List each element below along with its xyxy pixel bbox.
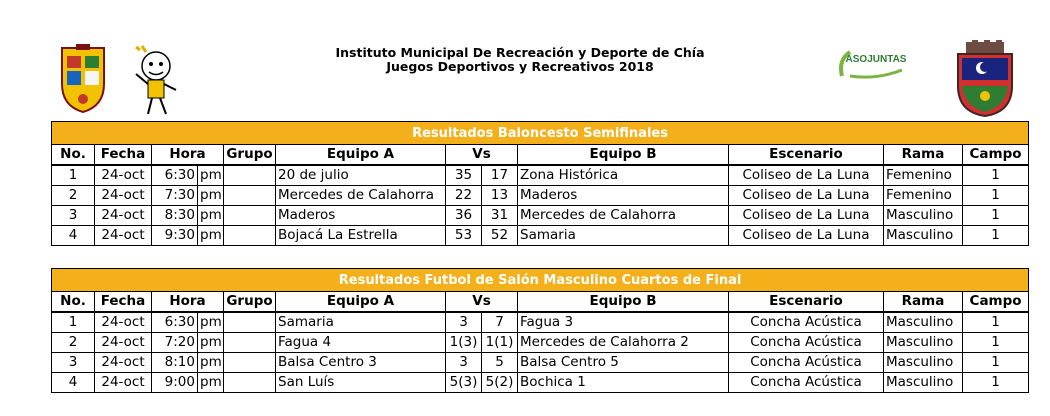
table-row — [52, 333, 1029, 353]
col-header-equipo-a: Equipo A — [276, 145, 446, 166]
time-cell: 6:30 — [152, 165, 198, 186]
col-header-escenario: Escenario — [729, 145, 884, 166]
row-number: 4 — [52, 373, 95, 393]
col-header-vs: Vs — [446, 292, 518, 313]
time-cell: 8:30 — [152, 206, 198, 226]
col-header-equipo-a: Equipo A — [276, 292, 446, 313]
row-number: 4 — [52, 226, 95, 246]
ampm-cell: pm — [198, 312, 224, 333]
table-row — [52, 186, 1029, 206]
time-cell: 6:30 — [152, 312, 198, 333]
field-cell: 1 — [963, 226, 1029, 246]
asojuntas-logo-text: ASOJUNTAS — [845, 54, 907, 65]
col-header-fecha: Fecha — [95, 292, 152, 313]
score-b-cell: 52 — [482, 226, 518, 246]
score-b-cell: 5(2) — [482, 373, 518, 393]
table-header-row — [52, 145, 1029, 166]
col-header-hora: Hora — [152, 292, 224, 313]
venue-cell: Concha Acústica — [729, 333, 884, 353]
field-cell: 1 — [963, 312, 1029, 333]
col-header-rama: Rama — [884, 292, 963, 313]
date-cell: 24-oct — [95, 333, 152, 353]
date-cell: 24-oct — [95, 226, 152, 246]
venue-cell: Coliseo de La Luna — [729, 165, 884, 186]
date-cell: 24-oct — [95, 353, 152, 373]
time-cell: 7:20 — [152, 333, 198, 353]
col-header-campo: Campo — [963, 145, 1029, 166]
group-cell — [224, 312, 276, 333]
team-a-cell: Balsa Centro 3 — [276, 353, 446, 373]
team-a-cell: Bojacá La Estrella — [276, 226, 446, 246]
team-b-cell: Zona Histórica — [518, 165, 729, 186]
team-a-cell: San Luís — [276, 373, 446, 393]
branch-cell: Masculino — [884, 353, 963, 373]
ampm-cell: pm — [198, 353, 224, 373]
team-a-cell: Mercedes de Calahorra — [276, 186, 446, 206]
row-number: 2 — [52, 333, 95, 353]
score-b-cell: 13 — [482, 186, 518, 206]
ampm-cell: pm — [198, 186, 224, 206]
group-cell — [224, 165, 276, 186]
date-cell: 24-oct — [95, 206, 152, 226]
score-b-cell: 5 — [482, 353, 518, 373]
ampm-cell: pm — [198, 206, 224, 226]
table-title: Resultados Baloncesto Semifinales — [52, 122, 1029, 145]
title-line-2: Juegos Deportivos y Recreativos 2018 — [386, 59, 654, 74]
field-cell: 1 — [963, 333, 1029, 353]
branch-cell: Femenino — [884, 165, 963, 186]
title-line-1: Instituto Municipal De Recreación y Deporte de Chía — [335, 45, 705, 60]
score-a-cell: 3 — [446, 353, 482, 373]
team-b-cell: Samaria — [518, 226, 729, 246]
venue-cell: Coliseo de La Luna — [729, 186, 884, 206]
col-header-grupo: Grupo — [224, 145, 276, 166]
row-number: 3 — [52, 353, 95, 373]
branch-cell: Femenino — [884, 186, 963, 206]
col-header-hora: Hora — [152, 145, 224, 166]
field-cell: 1 — [963, 165, 1029, 186]
futsal-results-table — [51, 268, 1029, 393]
col-header-equipo-b: Equipo B — [518, 292, 729, 313]
page-header — [0, 0, 1050, 120]
time-cell: 9:00 — [152, 373, 198, 393]
venue-cell: Concha Acústica — [729, 353, 884, 373]
ampm-cell: pm — [198, 226, 224, 246]
venue-cell: Coliseo de La Luna — [729, 206, 884, 226]
branch-cell: Masculino — [884, 206, 963, 226]
col-header-equipo-b: Equipo B — [518, 145, 729, 166]
group-cell — [224, 353, 276, 373]
time-cell: 9:30 — [152, 226, 198, 246]
branch-cell: Masculino — [884, 312, 963, 333]
col-header-no: No. — [52, 292, 95, 313]
date-cell: 24-oct — [95, 165, 152, 186]
field-cell: 1 — [963, 206, 1029, 226]
ampm-cell: pm — [198, 165, 224, 186]
branch-cell: Masculino — [884, 333, 963, 353]
time-cell: 8:10 — [152, 353, 198, 373]
page-title — [300, 46, 740, 74]
table-row — [52, 312, 1029, 333]
field-cell: 1 — [963, 353, 1029, 373]
date-cell: 24-oct — [95, 373, 152, 393]
group-cell — [224, 186, 276, 206]
table-row — [52, 226, 1029, 246]
group-cell — [224, 206, 276, 226]
score-a-cell: 22 — [446, 186, 482, 206]
team-b-cell: Balsa Centro 5 — [518, 353, 729, 373]
chia-crest-logo — [58, 44, 108, 114]
field-cell: 1 — [963, 186, 1029, 206]
venue-cell: Coliseo de La Luna — [729, 226, 884, 246]
row-number: 2 — [52, 186, 95, 206]
score-a-cell: 53 — [446, 226, 482, 246]
table-row — [52, 165, 1029, 186]
team-a-cell: Fagua 4 — [276, 333, 446, 353]
team-b-cell: Fagua 3 — [518, 312, 729, 333]
score-a-cell: 5(3) — [446, 373, 482, 393]
ampm-cell: pm — [198, 333, 224, 353]
row-number: 3 — [52, 206, 95, 226]
coat-of-arms-logo — [952, 40, 1018, 118]
date-cell: 24-oct — [95, 186, 152, 206]
team-b-cell: Mercedes de Calahorra — [518, 206, 729, 226]
score-a-cell: 1(3) — [446, 333, 482, 353]
col-header-campo: Campo — [963, 292, 1029, 313]
mascot-logo — [128, 44, 184, 118]
venue-cell: Concha Acústica — [729, 312, 884, 333]
ampm-cell: pm — [198, 373, 224, 393]
time-cell: 7:30 — [152, 186, 198, 206]
score-b-cell: 1(1) — [482, 333, 518, 353]
score-a-cell: 36 — [446, 206, 482, 226]
team-b-cell: Maderos — [518, 186, 729, 206]
col-header-grupo: Grupo — [224, 292, 276, 313]
asojuntas-logo — [836, 46, 908, 80]
table-row — [52, 206, 1029, 226]
row-number: 1 — [52, 312, 95, 333]
score-b-cell: 31 — [482, 206, 518, 226]
branch-cell: Masculino — [884, 226, 963, 246]
table-title: Resultados Futbol de Salón Masculino Cuartos de Final — [52, 269, 1029, 292]
group-cell — [224, 373, 276, 393]
score-a-cell: 3 — [446, 312, 482, 333]
basketball-results-table — [51, 121, 1029, 246]
venue-cell: Concha Acústica — [729, 373, 884, 393]
row-number: 1 — [52, 165, 95, 186]
team-b-cell: Bochica 1 — [518, 373, 729, 393]
group-cell — [224, 333, 276, 353]
col-header-no: No. — [52, 145, 95, 166]
team-b-cell: Mercedes de Calahorra 2 — [518, 333, 729, 353]
col-header-rama: Rama — [884, 145, 963, 166]
table-header-row — [52, 292, 1029, 313]
score-a-cell: 35 — [446, 165, 482, 186]
team-a-cell: 20 de julio — [276, 165, 446, 186]
table-row — [52, 353, 1029, 373]
branch-cell: Masculino — [884, 373, 963, 393]
col-header-vs: Vs — [446, 145, 518, 166]
col-header-escenario: Escenario — [729, 292, 884, 313]
team-a-cell: Samaria — [276, 312, 446, 333]
group-cell — [224, 226, 276, 246]
score-b-cell: 17 — [482, 165, 518, 186]
team-a-cell: Maderos — [276, 206, 446, 226]
date-cell: 24-oct — [95, 312, 152, 333]
score-b-cell: 7 — [482, 312, 518, 333]
col-header-fecha: Fecha — [95, 145, 152, 166]
field-cell: 1 — [963, 373, 1029, 393]
table-row — [52, 373, 1029, 393]
